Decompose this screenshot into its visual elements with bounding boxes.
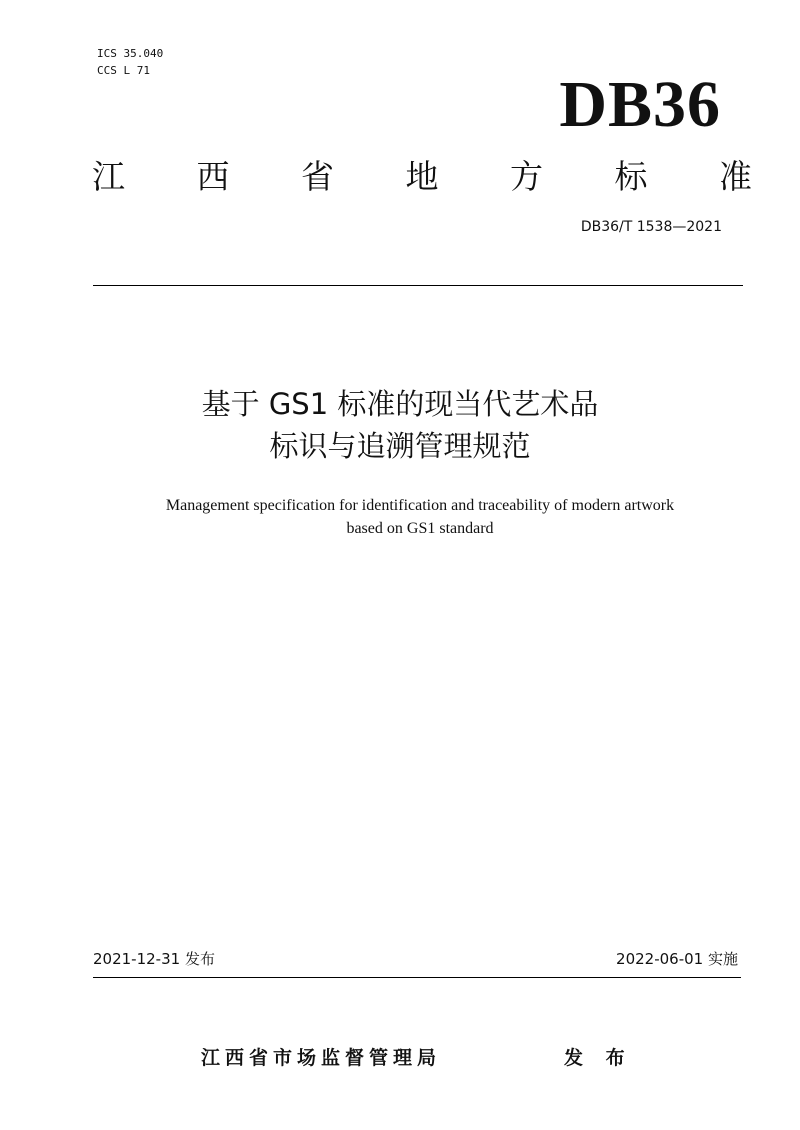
title-char: 准 (719, 157, 752, 196)
title-char: 地 (405, 157, 439, 196)
title-char: 方 (510, 157, 543, 196)
title-zh-line-1: 基于 GS1 标准的现当代艺术品 (201, 387, 599, 421)
issuing-authority: 江西省市场监督管理局 (201, 1047, 442, 1069)
implementation-date: 2022-06-01 实施 (616, 950, 738, 968)
db36-logo: DB36 (559, 68, 721, 141)
title-char: 省 (301, 157, 334, 196)
title-char: 江 (92, 157, 125, 196)
title-en-line-2: based on GS1 standard (346, 520, 494, 537)
classification-codes (97, 45, 163, 79)
standard-type-title (92, 155, 752, 199)
bottom-divider (93, 977, 741, 978)
top-divider (93, 285, 743, 286)
ics-code: ICS 35.040 (97, 47, 164, 60)
document-title-chinese (0, 383, 800, 467)
issue-date: 2021-12-31 发布 (93, 950, 215, 968)
title-en-line-1: Management specification for identification and traceability of modern artwork (165, 497, 675, 514)
ccs-code: CCS L 71 (97, 64, 150, 77)
standard-number: DB36/T 1538—2021 (580, 219, 722, 235)
title-char: 西 (196, 157, 230, 196)
title-zh-line-2: 标识与追溯管理规范 (269, 429, 531, 463)
publish-label: 发 布 (564, 1047, 633, 1069)
document-title-english (0, 494, 800, 540)
title-char: 标 (614, 157, 648, 196)
